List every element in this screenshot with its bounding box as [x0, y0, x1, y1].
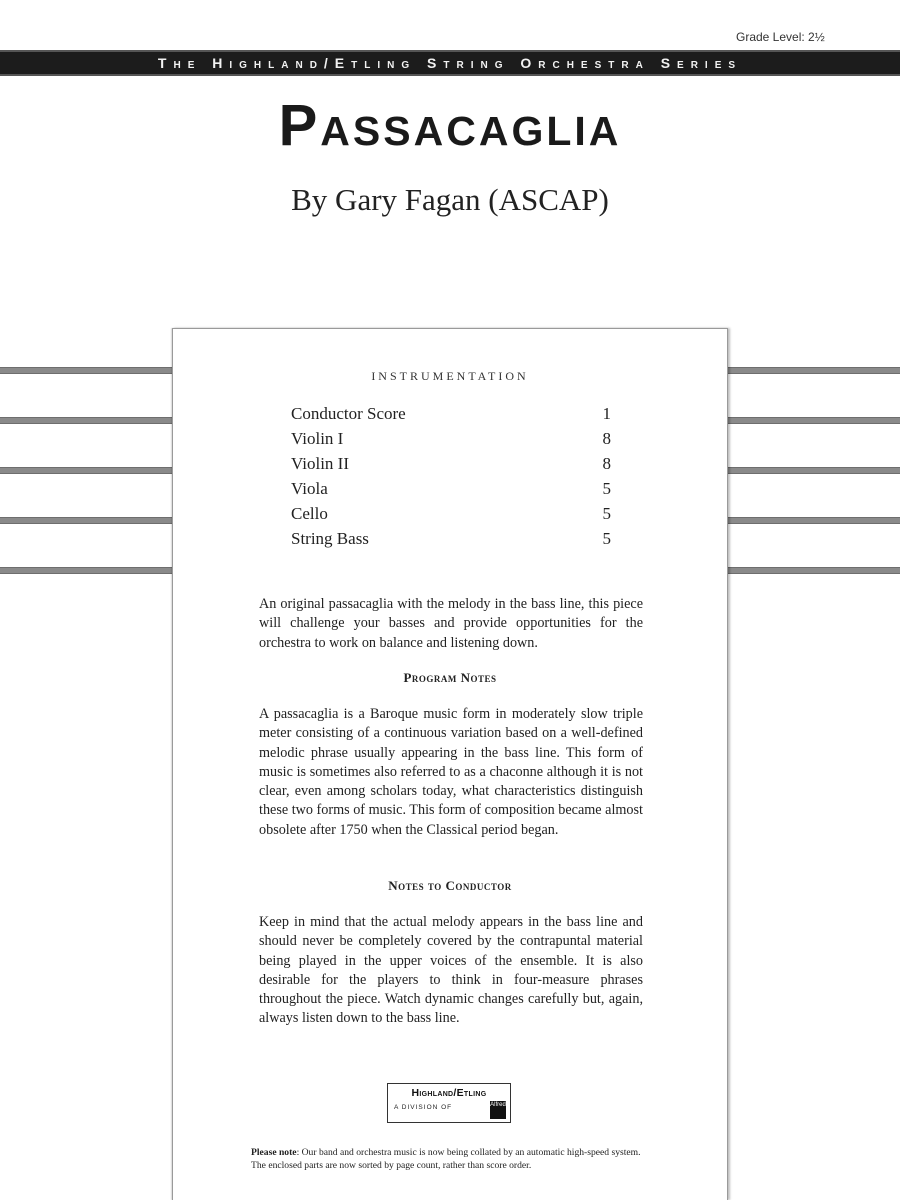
staff-line-right-4: [728, 517, 900, 524]
staff-line-right-1: [728, 367, 900, 374]
staff-line-left-2: [0, 417, 172, 424]
instrument-part: Viola: [291, 479, 328, 498]
logo-division: A DIVISION OF: [394, 1104, 453, 1111]
instrument-row: [291, 401, 611, 426]
grade-level: Grade Level: 2½: [736, 30, 825, 44]
instrument-count: 5: [602, 504, 611, 523]
instrument-row: [291, 501, 611, 526]
footer-note-text: : Our band and orchestra music is now being collated by an automatic high-speed system. The enclosed parts are now sorted by page count, rather than score order.: [251, 1147, 641, 1171]
footer-note: [251, 1147, 651, 1172]
alfred-mark-icon: [490, 1101, 506, 1119]
intro-paragraph: An original passacaglia with the melody in the bass line, this piece will challenge your basses and provide opportunities for the orchestra to work on balance and listening down.: [259, 596, 643, 651]
instrument-part: Cello: [291, 504, 328, 523]
footer-note-label: Please note: [251, 1147, 297, 1158]
instrument-count: 5: [602, 529, 611, 548]
instrument-part: Conductor Score: [291, 404, 406, 423]
staff-line-left-4: [0, 517, 172, 524]
staff-line-left-3: [0, 467, 172, 474]
program-notes-heading: Program Notes: [403, 670, 497, 685]
series-banner: [0, 50, 900, 76]
instrument-part: String Bass: [291, 529, 369, 548]
composer-byline: By Gary Fagan (ASCAP): [291, 182, 609, 217]
logo-name: Highland/Etling: [411, 1087, 487, 1099]
instrument-part: Violin I: [291, 429, 344, 448]
instrument-row: [291, 526, 611, 551]
instrument-row: [291, 426, 611, 451]
instrumentation-heading: INSTRUMENTATION: [371, 369, 529, 383]
conductor-notes-heading: Notes to Conductor: [388, 878, 512, 893]
instrument-count: 8: [602, 429, 611, 448]
instrument-count: 1: [602, 404, 611, 423]
instrumentation-list: [291, 401, 611, 551]
program-notes-paragraph: A passacaglia is a Baroque music form in moderately slow triple meter consisting of a continuous variation based on a well-defined melodic phrase usually appearing in the bass line. This form of music is sometimes also referred to as a chaconne although it is not clear, even among scholars today, what characteristics distinguish these two forms of music. This form of composition became almost obsolete after 1750 when the Classical period began.: [259, 706, 643, 838]
series-title: The Highland/Etling String Orchestra Series: [157, 55, 743, 71]
instrument-count: 5: [602, 479, 611, 498]
publisher-logo: [387, 1083, 511, 1123]
page-title: Passacaglia: [278, 93, 622, 158]
staff-line-right-2: [728, 417, 900, 424]
staff-line-left-5: [0, 567, 172, 574]
conductor-notes-paragraph: Keep in mind that the actual melody appears in the bass line and should never be completely covered by the contrapuntal material being played in the upper voices of the ensemble. It is also desirable for the players to think in four-measure phrases throughout the piece. Watch dynamic changes carefully but, again, always listen down to the bass line.: [259, 914, 643, 1027]
staff-line-right-5: [728, 567, 900, 574]
instrument-part: Violin II: [291, 454, 349, 473]
content-panel: [172, 328, 728, 1200]
instrument-count: 8: [602, 454, 611, 473]
logo-mark-text: Alfred: [490, 1102, 506, 1108]
instrument-row: [291, 476, 611, 501]
staff-line-left-1: [0, 367, 172, 374]
instrument-row: [291, 451, 611, 476]
staff-line-right-3: [728, 467, 900, 474]
